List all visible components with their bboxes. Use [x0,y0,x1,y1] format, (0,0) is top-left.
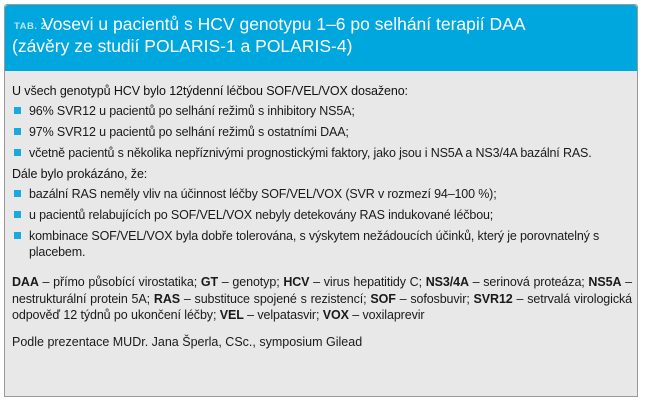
list-item [12,207,632,223]
abbr-def: serinová proteáza [483,275,582,289]
abbr-term: RAS [153,291,180,306]
abbr-def: genotyp [232,275,277,289]
abbr-term: VOX [322,308,349,322]
table-label: TAB. 2 [14,21,47,32]
table-content [12,83,632,350]
square-bullet-icon [14,232,21,239]
square-bullet-icon [14,190,21,197]
square-bullet-icon [14,149,21,156]
square-bullet-icon [14,128,21,135]
list-item-text: u pacientů relabujících po SOF/VEL/VOX nebyly detekovány RAS indukované léčbou; [29,208,494,222]
list-item [12,186,632,202]
abbr-def: setrvalá virologická odpověď 12 týdnů po ukončení léčby [12,291,632,322]
findings-list [12,186,632,260]
table-title-line-2: (závěry ze studií POLARIS-1 a POLARIS-4) [12,36,353,56]
section-heading-results: U všech genotypů HCV bylo 12týdenní léčbou SOF/VEL/VOX dosaženo: [12,84,408,98]
abbr-term: VEL [219,308,244,322]
section-heading-findings: Dále bylo prokázáno, že: [12,167,148,181]
abbr-def: přímo působící virostatika [53,275,194,289]
abbr-term: NS5A [588,275,622,289]
list-item [12,103,632,119]
abbr-def: voxilaprevir [362,308,425,322]
list-item-text: 96% SVR12 u pacientů po selhání režimů s inhibitory NS5A; [29,104,355,118]
abbr-term: SOF [370,291,396,306]
abbr-term: DAA [12,275,39,289]
abbr-term: NS3/4A [425,275,469,289]
table-box [4,4,638,397]
square-bullet-icon [14,211,21,218]
abbr-term: GT [200,275,219,289]
abbr-def: substituce spojené s rezistencí [194,291,364,306]
list-item-text: kombinace SOF/VEL/VOX byla dobře tolerována, s výskytem nežádoucích účinků, který je porovnatelný s placebem. [29,229,600,259]
list-item [12,124,632,140]
abbreviations: DAA – přímo působící virostatika; GT – genotyp; HCV – virus hepatitidy C; NS3/4A – serinová proteáza; NS5A – nestrukturální protein 5A; RAS – substituce spojené s rezistencí; SOF – sofosbuvir; SVR12 – setrvalá virologická odpověď 12 týdnů po ukončení léčby; VEL – velpatasvir; VOX – voxilaprevir [12,275,632,322]
list-item-text: 97% SVR12 u pacientů po selhání režimů s ostatními DAA; [29,125,349,139]
list-item [12,228,632,260]
table-header [5,5,637,71]
table-title-line-1: Vosevi u pacientů s HCV genotypu 1–6 po selhání terapií DAA [42,14,526,34]
abbr-term: SVR12 [473,291,513,306]
abbr-def: velpatasvir [257,308,316,322]
list-item-text: včetně pacientů s několika nepříznivými prognostickými faktory, jako jsou i NS5A a NS3/4A bazální RAS. [29,146,592,160]
results-list [12,103,632,161]
abbr-def: nestrukturální protein 5A [12,291,147,306]
list-item [12,145,632,161]
abbr-term: HCV [283,275,310,289]
abbr-def: sofosbuvir [410,291,467,306]
source-note: Podle prezentace MUDr. Jana Šperla, CSc., symposium Gilead [12,334,363,349]
list-item-text: bazální RAS neměly vliv na účinnost léčby SOF/VEL/VOX (SVR v rozmezí 94–100 %); [29,187,497,201]
square-bullet-icon [14,107,21,114]
abbr-def: virus hepatitidy C [323,275,419,289]
